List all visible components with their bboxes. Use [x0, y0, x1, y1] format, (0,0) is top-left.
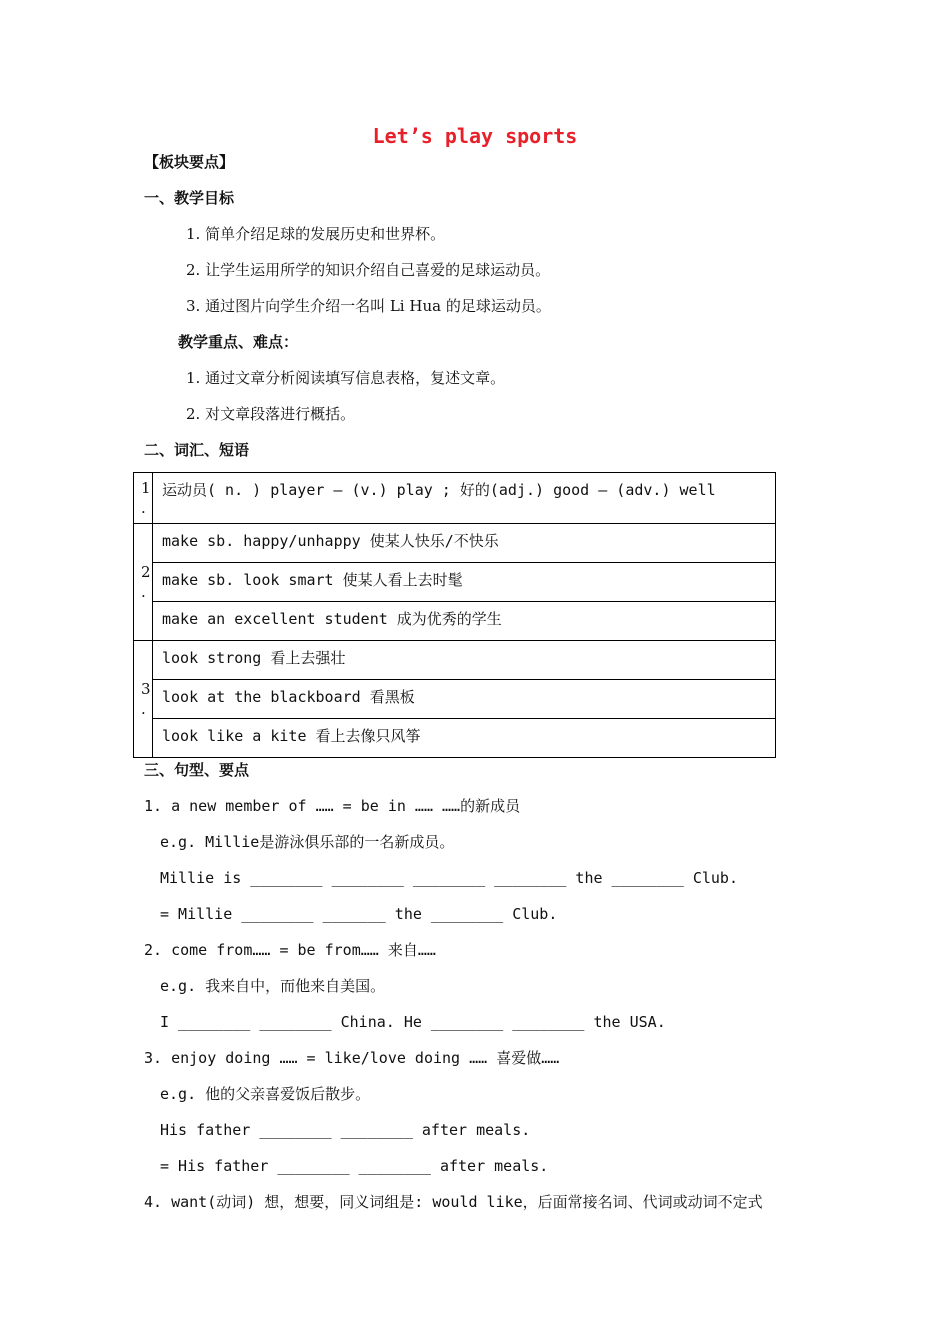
vocabulary-table [133, 472, 776, 758]
fill-blank-line: Millie is ________ ________ ________ ________ the ________ Club. [160, 869, 738, 887]
table-row [134, 680, 776, 719]
part3-heading: 三、句型、要点 [144, 761, 250, 779]
pattern-item: 4. want(动词) 想，想要，同义词组是: would like，后面常接名词、代词或动词不定式 [144, 1193, 763, 1211]
fill-blank-line: I ________ ________ China. He ________ ________ the USA. [160, 1013, 666, 1031]
group-number: 2 . [134, 524, 153, 641]
pattern-item: 3. enjoy doing …… = like/love doing …… 喜爱做…… [144, 1049, 560, 1067]
table-row [134, 719, 776, 758]
example-line: e.g. 他的父亲喜爱饭后散步。 [160, 1085, 371, 1103]
group-number: 1 . [134, 473, 153, 524]
fill-blank-line: = Millie ________ _______ the ________ Club. [160, 905, 558, 923]
vocab-cell: look strong 看上去强壮 [153, 641, 776, 680]
vocab-cell: 运动员( n. ) player – (v.) play ; 好的(adj.) good — (adv.) well [153, 473, 776, 524]
vocab-cell: make sb. look smart 使某人看上去时髦 [153, 563, 776, 602]
section-heading: 【板块要点】 [144, 153, 235, 171]
vocab-cell: make an excellent student 成为优秀的学生 [153, 602, 776, 641]
key-point-item: 2. 对文章段落进行概括。 [186, 405, 356, 423]
vocab-cell: make sb. happy/unhappy 使某人快乐/不快乐 [153, 524, 776, 563]
table-row [134, 524, 776, 563]
vocab-cell: look at the blackboard 看黑板 [153, 680, 776, 719]
table-row [134, 641, 776, 680]
key-point-item: 1. 通过文章分析阅读填写信息表格，复述文章。 [186, 369, 506, 387]
objective-item: 3. 通过图片向学生介绍一名叫 Li Hua 的足球运动员。 [186, 297, 551, 315]
part2-heading: 二、词汇、短语 [144, 441, 250, 459]
fill-blank-line: His father ________ ________ after meals. [160, 1121, 531, 1139]
group-number: 3 . [134, 641, 153, 758]
objective-item: 1. 简单介绍足球的发展历史和世界杯。 [186, 225, 446, 243]
page-title: Let’s play sports [372, 124, 578, 148]
key-points-heading: 教学重点、难点： [178, 333, 299, 351]
example-line: e.g. 我来自中，而他来自美国。 [160, 977, 386, 995]
fill-blank-line: = His father ________ ________ after meals. [160, 1157, 549, 1175]
table-row [134, 602, 776, 641]
objective-item: 2. 让学生运用所学的知识介绍自己喜爱的足球运动员。 [186, 261, 551, 279]
table-row [134, 563, 776, 602]
part1-heading: 一、教学目标 [144, 189, 235, 207]
pattern-item: 1. a new member of …… = be in …… ……的新成员 [144, 797, 521, 815]
pattern-item: 2. come from…… = be from…… 来自…… [144, 941, 436, 959]
table-row [134, 473, 776, 524]
example-line: e.g. Millie是游泳俱乐部的一名新成员。 [160, 833, 455, 851]
vocab-cell: look like a kite 看上去像只风筝 [153, 719, 776, 758]
